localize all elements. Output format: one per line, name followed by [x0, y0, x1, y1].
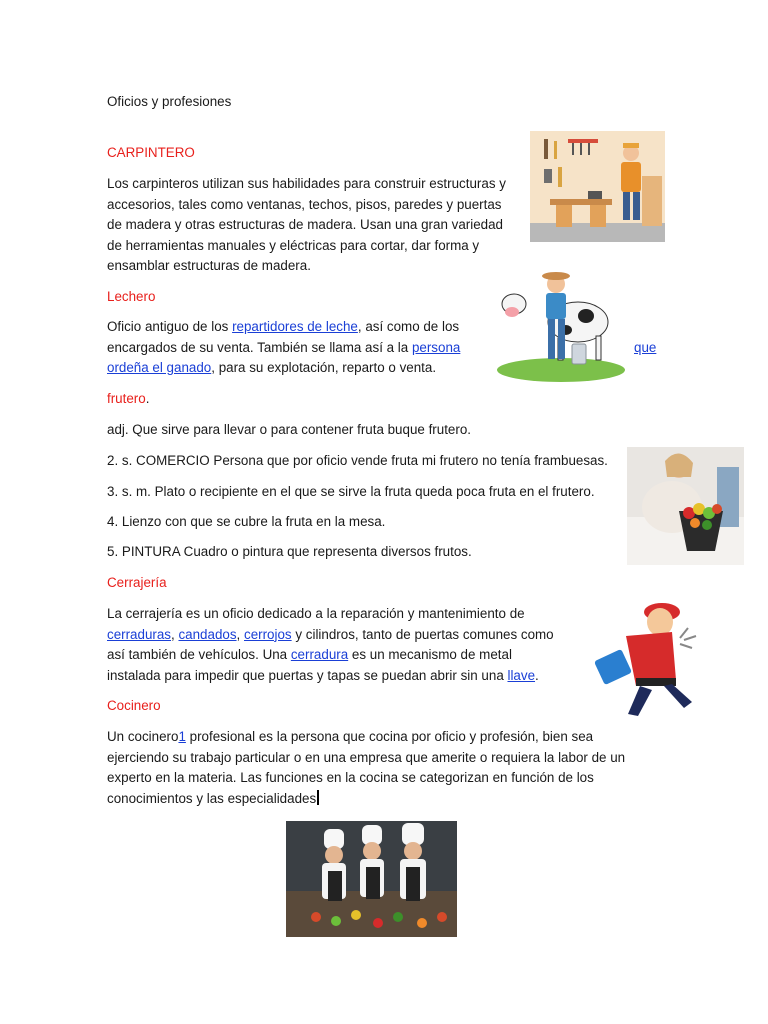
definition-4: 4. Lienzo con que se cubre la fruta en la mesa.	[107, 514, 386, 529]
definition-3: 3. s. m. Plato o recipiente en el que se sirve la fruta queda poca fruta en el frutero.	[107, 484, 595, 499]
text-cursor	[317, 790, 319, 805]
heading-lechero: Lechero	[107, 289, 156, 304]
milkmaid-image	[496, 270, 626, 382]
link-que[interactable]: que	[634, 340, 657, 355]
page-title: Oficios y profesiones	[107, 94, 232, 109]
link-cerradura[interactable]: cerradura	[290, 647, 349, 662]
link-cerrojos[interactable]: cerrojos	[244, 626, 292, 642]
paragraph-lechero: Oficio antiguo de los repartidores de leche, así como de los encargados de su venta. También se llama así a la persona	[107, 319, 461, 355]
heading-carpintero: CARPINTERO	[107, 145, 195, 160]
link-footnote-1[interactable]: 1	[178, 729, 186, 744]
paragraph-cocinero: Un cocinero1 profesional es la persona que cocina por oficio y profesión, bien sea ejerciendo su trabajo particular o en una empresa que amerite o requiera la labor de un experto en la materia. Las funciones en la cocina se categorizan en función de los conocimientos y las especialidades	[107, 729, 626, 806]
chefs-image	[286, 821, 457, 937]
paragraph-carpintero: Los carpinteros utilizan sus habilidades para construir estructuras y accesorios, tales como ventanas, techos, pisos, paredes y puertas de madera y otras estructuras de madera. Usan una gran variedad de herramientas manuales y eléctricas para cortar, dar forma y ensamblar estructuras de madera.	[107, 176, 506, 273]
link-candados[interactable]: candados	[178, 626, 237, 642]
link-cerraduras[interactable]: cerraduras	[107, 626, 172, 642]
locksmith-image	[580, 590, 706, 726]
fruit-basket-image	[627, 447, 744, 565]
link-ordena-el-ganado[interactable]: ordeña el ganado	[107, 360, 212, 375]
definition-5: 5. PINTURA Cuadro o pintura que representa diversos frutos.	[107, 544, 472, 559]
heading-cocinero: Cocinero	[107, 698, 161, 713]
definition-2: 2. s. COMERCIO Persona que por oficio vende fruta mi frutero no tenía frambuesas.	[107, 453, 608, 468]
link-llave[interactable]: llave	[507, 667, 536, 683]
paragraph-cerrajeria: La cerrajería es un oficio dedicado a la reparación y mantenimiento de cerraduras, candados, cerrojos y cilindros, tanto de puertas comunes como así también de vehículos. Una cerradura es un mecanismo de metal instalada para impedir que puertas y tapas se puedan abrir sin una llave.	[107, 606, 554, 683]
paragraph-lechero-cont: ordeña el ganado, para su explotación, reparto o venta.	[107, 360, 437, 375]
definition-1: adj. Que sirve para llevar o para contener fruta buque frutero.	[107, 422, 471, 437]
link-persona[interactable]: persona	[411, 339, 461, 355]
carpenter-image	[530, 131, 665, 242]
link-repartidores-de-leche[interactable]: repartidores de leche	[232, 319, 358, 334]
heading-frutero: frutero.	[107, 391, 150, 406]
heading-cerrajeria: Cerrajería	[107, 575, 167, 590]
